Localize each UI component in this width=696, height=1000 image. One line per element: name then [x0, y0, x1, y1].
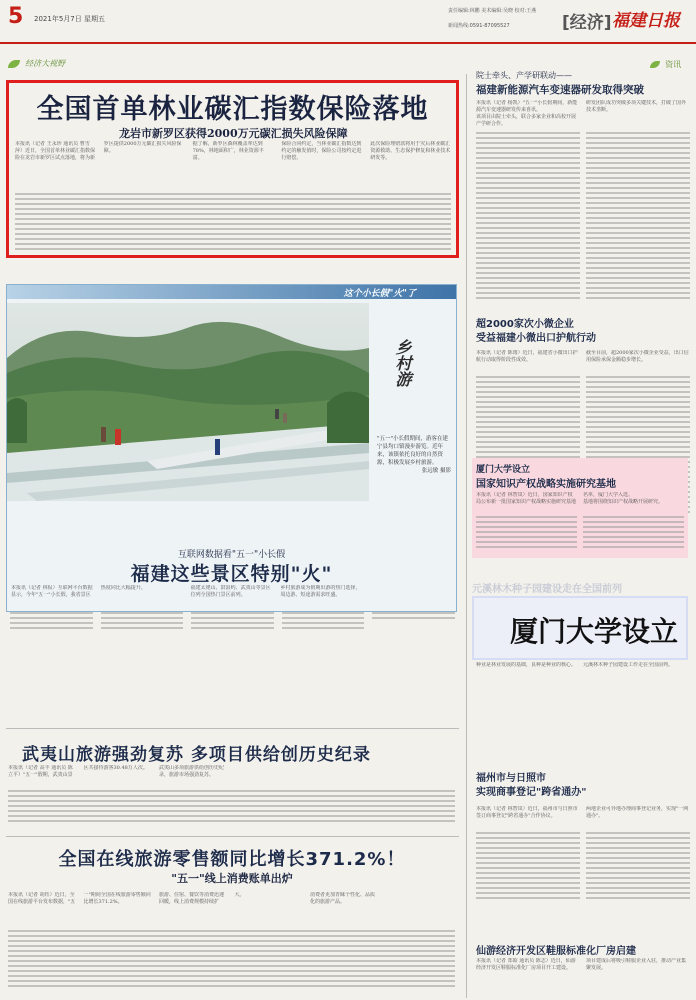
online-paragraph: 本报讯（记者 胡钰）近日，全国在线旅游平台发布数据，"五一"期间全国在线旅游零售额同比增长371.2%。	[8, 892, 151, 905]
horizontal-divider	[6, 728, 459, 729]
a3-paragraph: 本报讯（记者 林智岚）近日，国家知识产权局公布新一批国家知识产权战略实施研究基地名单，厦门大学入选。	[476, 492, 634, 505]
a5-filler-lines	[476, 832, 690, 902]
a5-title: 福州市与日照市 实现商事登记"跨省通办"	[476, 773, 587, 798]
feature-title: 福建这些景区特别"火"	[130, 563, 333, 585]
a5-body	[476, 806, 690, 830]
lead-filler-lines	[15, 193, 451, 253]
a3-paragraph: 基地将围绕知识产权战略开展研究。	[583, 499, 664, 505]
lead-title: 全国首单林业碳汇指数保险落地	[36, 94, 429, 125]
masthead	[0, 0, 696, 44]
column-tag-text: 经济大视野	[25, 59, 66, 68]
leaf-icon	[650, 61, 660, 68]
a3-box	[472, 458, 688, 558]
a1-filler-lines	[476, 132, 690, 302]
column-tag-left	[8, 53, 65, 67]
page-number: 5	[8, 4, 24, 29]
a1-title: 福建新能源汽车变速器研发取得突破	[476, 84, 644, 96]
online-subtitle: "五一"线上消费账单出炉	[171, 872, 293, 885]
lead-story	[6, 80, 459, 258]
a4-paragraph: 种业是林业发展的基础，良种是种业的核心。	[476, 662, 577, 668]
wuyi-title: 武夷山旅游强劲复苏 多项目供给创历史纪录	[22, 745, 371, 765]
lead-paragraph: 据了解，新罗区森林覆盖率达到78%，林地面积广，林业资源丰富。	[192, 141, 264, 161]
photo-credit: 张远敏 摄影	[421, 468, 451, 474]
landscape-photo	[7, 303, 369, 501]
section-label: [经济]	[562, 13, 612, 33]
online-paragraph: 旅游、住宿、餐饮等消费迅速回暖，线上消费规模持续扩大。	[159, 892, 245, 905]
editor-info: 责任编辑:林鹏 美术编辑:吴晓 校对:王燕	[448, 8, 537, 14]
a4-enlarged-box	[472, 596, 688, 660]
a4-body	[476, 662, 684, 684]
a3-title: 国家知识产权战略实施研究基地	[476, 479, 616, 490]
feature-box	[6, 284, 457, 612]
feature-paragraph: 乡村旅游成为假期出游的热门选择，周边游、短途游需求旺盛。	[280, 585, 361, 598]
issue-date: 2021年5月7日 星期五	[34, 15, 105, 23]
feature-kicker: 互联网数据看"五一"小长假	[177, 550, 286, 560]
feature-body	[11, 585, 452, 611]
feature-banner	[7, 285, 456, 299]
a2-paragraph: 截至目前，超2000家次小微企业受益，出口信用保险承保金额稳步增长。	[586, 350, 689, 363]
column-tag-text: 资讯	[665, 60, 682, 69]
column-tag-right	[650, 54, 681, 68]
a4-highlight	[472, 578, 688, 748]
a2-title: 超2000家次小微企业 受益福建小微出口护航行动	[476, 319, 596, 344]
a1-paragraph: 研发团队成功突破多项关键技术，打破了国外技术垄断。	[586, 100, 687, 113]
a3-filler-lines	[476, 516, 684, 554]
a1-paragraph: 本报讯（记者 杨凯）"五一"小长假期间，新能源汽车变速器研发传来喜讯。	[476, 100, 578, 113]
photo-svg	[7, 303, 369, 501]
a4-enlarged-text: 厦门大学设立	[510, 615, 679, 648]
a3-kicker: 厦门大学设立	[476, 465, 531, 475]
column-divider	[466, 74, 467, 998]
a5-paragraph: 两地企业可异地办理商事登记业务，实现"一网通办"。	[586, 806, 689, 819]
wuyi-filler-lines	[8, 790, 455, 828]
hotline: 新闻热线:0591-87095527	[448, 23, 510, 29]
lead-subtitle: 龙岩市新罗区获得2000万元碳汇损失风险保障	[119, 127, 348, 140]
a6-title: 仙游经济开发区鞋服标准化厂房启建	[476, 946, 636, 957]
a1-body	[476, 100, 690, 130]
a1-paragraph: 该项目由院士牵头，联合多家企业和高校开展产学研合作。	[476, 114, 577, 127]
lead-paragraph: 本报讯（记者 王永珍 通讯员 曹雪萍）近日，全国首单林业碳汇指数保险在龙岩市新罗区试点落地，将为新罗区提供2000万元碳汇损失风险保障。	[15, 141, 182, 161]
feature-paragraph: 本报讯（记者 林侃）互联网平台数据显示，今年"五一"小长假，我省景区热度同比大幅提升。	[11, 585, 146, 598]
a6-paragraph: 项目建成后将吸引鞋服企业入驻，推动产业集聚发展。	[586, 958, 687, 971]
online-filler-lines	[8, 930, 455, 996]
wuyi-paragraph: 武夷山多项旅游供给创历史纪录，旅游市场强劲复苏。	[159, 765, 225, 778]
a4-faded-title: 元溪林木种子园建设走在全国前列	[472, 584, 622, 595]
a2-body	[476, 350, 690, 374]
online-title: 全国在线旅游零售额同比增长371.2%！	[58, 849, 406, 870]
feature-caption-text: "五一"小长假期间，游客在建宁县均口镇漫步游览。近年来，该镇依托良好的自然资源，积极发展乡村旅游。	[377, 436, 449, 466]
feature-caption	[377, 435, 451, 475]
a1-kicker: 院士牵头、产学研联动——	[476, 71, 572, 80]
online-paragraph: 消费者更加青睐个性化、品质化的旅游产品。	[310, 892, 376, 905]
a3-body	[476, 492, 684, 514]
a4-paragraph: 元溪林木种子园建设工作走在全国前列。	[583, 662, 674, 668]
leaf-icon	[8, 60, 20, 68]
right-column	[472, 70, 690, 998]
wuyi-paragraph: 本报讯（记者 高丰 通讯员 陈立平）"五一"假期，武夷山景区共接待游客30.48万人次。	[8, 765, 148, 778]
feature-paragraph: 福建太姥山、鼓浪屿、武夷山等景区位列全国热门景区前列。	[190, 585, 271, 598]
feature-banner-text: 这个小长假"火"了	[343, 289, 416, 299]
a6-paragraph: 本报讯（记者 郑昭 通讯员 陈志）近日，仙游经济开发区鞋服标准化厂房项目开工建设。	[476, 958, 576, 971]
feature-side-title: 乡村游	[393, 339, 412, 387]
a5-paragraph: 本报讯（记者 林智岚）近日，福州市与日照市签订商事登记"跨省通办"合作协议。	[476, 806, 578, 819]
lead-paragraph: 保险合同约定，当林业碳汇指数达到约定的触发值时，保险公司按约定进行赔偿。	[281, 141, 362, 161]
feature-filler-lines	[10, 612, 455, 700]
a6-body	[476, 958, 690, 996]
a2-paragraph: 本报讯（记者 陈雨）近日，福建省小微出口护航行动取得阶段性成效。	[476, 350, 578, 363]
lead-paragraph: 此次保险理赔款将用于灾后林业碳汇资源救助、生态保护修复和林业技术研发等。	[370, 141, 451, 161]
newspaper-logo: 福建日报	[612, 11, 680, 31]
section-name: 经济	[569, 13, 604, 33]
horizontal-divider	[6, 836, 459, 837]
